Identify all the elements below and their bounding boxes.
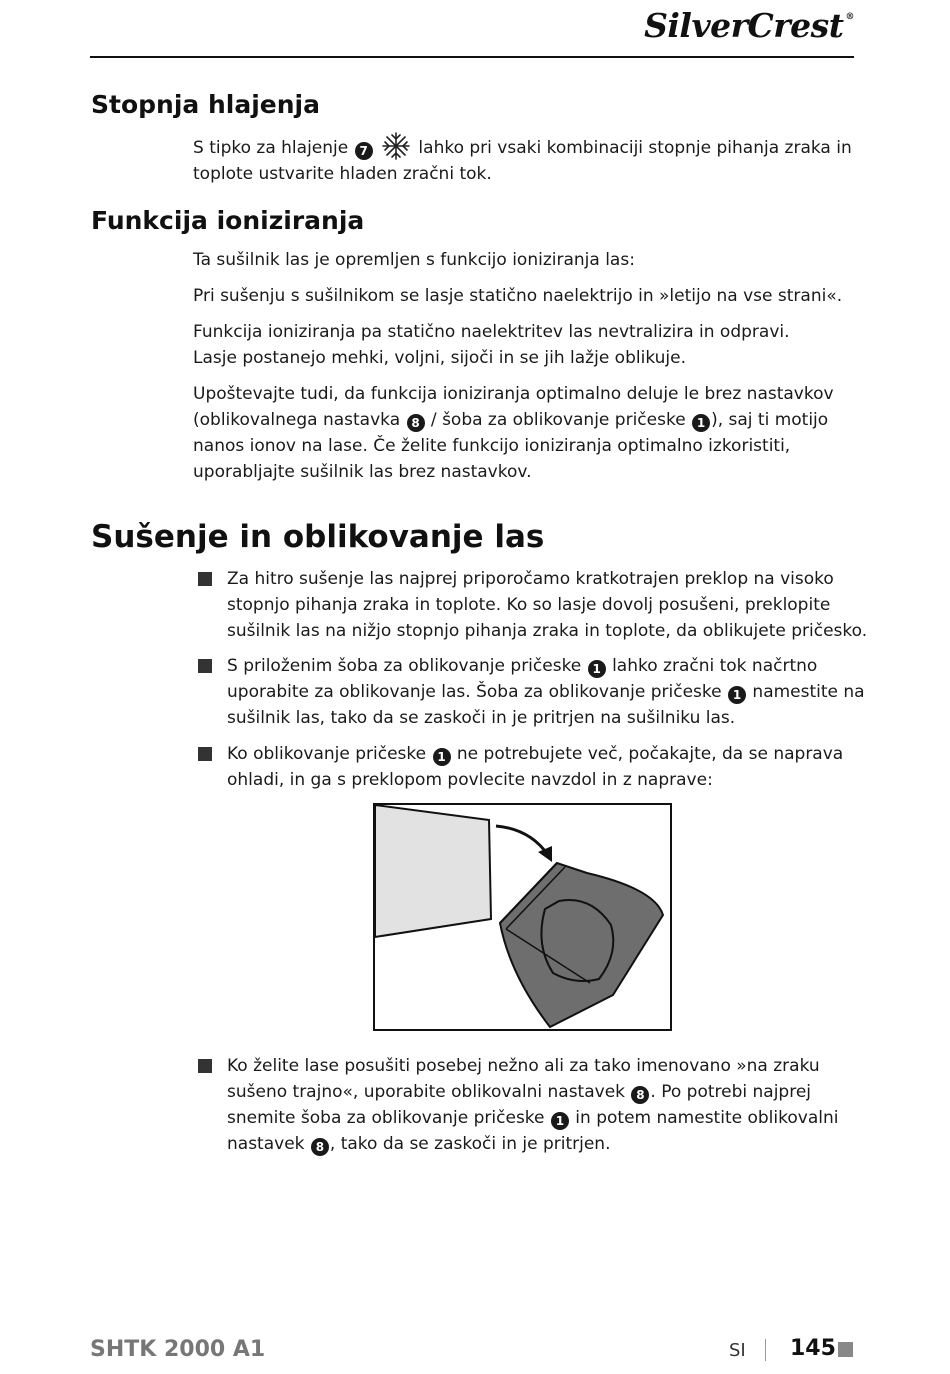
arrow-icon (496, 826, 548, 855)
header-rule (90, 56, 854, 58)
callout-number: 8 (631, 1086, 649, 1104)
callout-number: 1 (551, 1112, 569, 1130)
ion-paragraph-4: Upoštevajte tudi, da funkcija ioniziranja optimalno deluje le brez nastavkov (oblikovalnega nastavka 8 / šoba za oblikovanje pričeske 1 ), saj ti motijo nanos ionov na lase. Če želite funkcijo ioniziranja optimalno izkoristiti, uporabljajte sušilnik las brez nastavkov. (193, 384, 834, 482)
list-item: Ko želite lase posušiti posebej nežno ali za tako imenovano »na zraku sušeno trajno«, uporabite oblikovalni nastavek 8 . Po potrebi najprej snemite šoba za oblikovanje pričeske 1 in potem namestite oblikovalni nastavek 8 , tako da se zaskoči in je pritrjen. (198, 1053, 873, 1157)
callout-number: 8 (407, 414, 425, 432)
footer-divider (765, 1339, 766, 1361)
cooling-paragraph: S tipko za hlajenje 7 lahko pri vsaki kombinaciji stopnje pihanja zraka in toplote ustvarite hladen zračni tok. (193, 131, 873, 187)
ion-paragraph-1: Ta sušilnik las je opremljen s funkcijo ioniziranja las: (193, 250, 635, 270)
bullet-square-icon (198, 572, 212, 586)
nozzle-removal-illustration (373, 803, 672, 1031)
list-item: Za hitro sušenje las najprej priporočamo kratkotrajen preklop na visoko stopnjo pihanja zraka in toplote. Ko so lasje dovolj posušeni, preklopite sušilnik las na nižjo stopnjo pihanja zraka in toplote, da oblikujete pričesko. (198, 566, 873, 644)
arrowhead-icon (538, 846, 552, 862)
list-item: Ko oblikovanje pričeske 1 ne potrebujete več, počakajte, da se naprava ohladi, in ga s preklopom povlecite navzdol in z naprave: (198, 741, 873, 793)
footer-language: SI (729, 1340, 746, 1361)
footer-model-number: SHTK 2000 A1 (90, 1337, 266, 1362)
hair-dryer-shape (375, 805, 491, 937)
bullet-square-icon (198, 747, 212, 761)
footer-square-icon (838, 1342, 853, 1357)
bullet-square-icon (198, 659, 212, 673)
section-title-cooling: Stopnja hlajenja (91, 90, 320, 119)
callout-number: 8 (311, 1138, 329, 1156)
snowflake-icon (381, 131, 411, 161)
section-title-ionization: Funkcija ioniziranja (91, 206, 365, 235)
callout-number: 7 (355, 142, 373, 160)
brand-logo: SilverCrest ® (644, 6, 854, 45)
callout-number: 1 (433, 748, 451, 766)
callout-number: 1 (728, 686, 746, 704)
callout-number: 1 (692, 414, 710, 432)
ion-paragraph-3: Funkcija ioniziranja pa statično naelektritev las nevtralizira in odpravi. Lasje postanejo mehki, voljni, sijoči in se jih lažje oblikuje. (193, 322, 790, 368)
styling-nozzle-shape (500, 863, 663, 1027)
list-item: S priloženim šoba za oblikovanje pričeske 1 lahko zračni tok načrtno uporabite za oblikovanje las. Šoba za oblikovanje pričeske 1 namestite na sušilnik las, tako da se zaskoči in je pritrjen na sušilniku las. (198, 653, 873, 731)
callout-number: 1 (588, 660, 606, 678)
page-number: 145 (790, 1336, 836, 1361)
bullet-square-icon (198, 1059, 212, 1073)
ion-paragraph-2: Pri sušenju s sušilnikom se lasje statično naelektrijo in »letijo na vse strani«. (193, 286, 843, 306)
section-title-drying: Sušenje in oblikovanje las (91, 519, 545, 555)
